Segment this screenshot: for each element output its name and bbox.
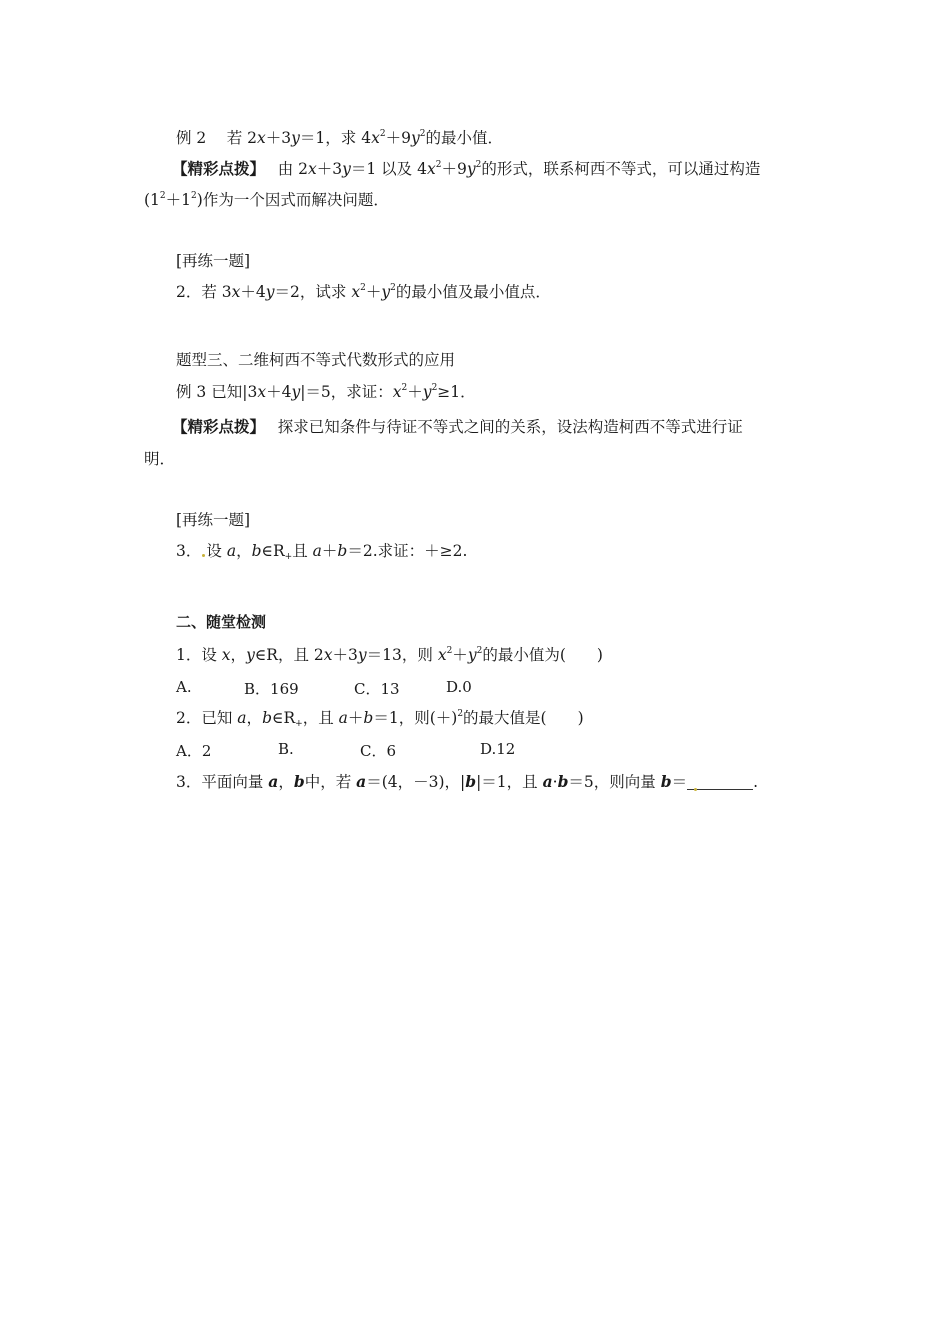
practice-question-2: 2．若 3x＋4y＝2，试求 $x^2+y^2$的最小值及最小值点． [176, 283, 551, 301]
q1-option-b[interactable]: B．169 [244, 680, 299, 698]
section-2-title: 二、随堂检测 [176, 613, 267, 631]
q2-option-a[interactable]: A．2 [176, 742, 212, 760]
quiz-question-1: 1．设 x，y∈R，且 2x＋3y＝13，则 $x^2+y^2$的最小值为( ) [176, 646, 603, 664]
answer-blank[interactable] [687, 775, 753, 790]
example-3: 例 3 已知|3x＋4y|＝5，求证：$x^2+y^2\ge 1$． [176, 383, 476, 401]
q1-option-a[interactable]: A. [176, 678, 192, 696]
hint-1-cont: $(1^2+1^2)$作为一个因式而解决问题． [144, 191, 389, 209]
q1-option-d[interactable]: D.0 [446, 678, 472, 696]
q2-option-b[interactable]: B. [278, 740, 294, 758]
mark-dot [694, 788, 697, 791]
practice-heading-2: [再练一题] [176, 511, 251, 529]
q2-option-d[interactable]: D.12 [480, 740, 516, 758]
q2-option-c[interactable]: C．6 [360, 742, 397, 760]
quiz-question-3: 3．平面向量 a，b中，若 a＝(4，－3)，|b|＝1，且 a·b＝5，则向量 b＝ . [176, 772, 759, 791]
quiz-question-2: 2．已知 a，$b\in R_+$，且 a＋b＝1，则$(+)^2$的最大值是( ) [176, 709, 584, 729]
hint-1: 【精彩点拨】 由 2x＋3y＝1 以及 $4x^2+9y^2$的形式，联系柯西不等式，可以通过构造 [172, 159, 761, 178]
example-2: 例 2 若 2x＋3y＝1，求 $4x^2+9y^2$的最小值． [176, 129, 503, 147]
mark-dot [202, 554, 205, 557]
hint-2: 【精彩点拨】 探求已知条件与待证不等式之间的关系，设法构造柯西不等式进行证 [172, 417, 743, 436]
q1-option-c[interactable]: C．13 [354, 680, 400, 698]
hint-2-cont: 明． [144, 450, 176, 468]
section-type-3-title: 题型三、二维柯西不等式代数形式的应用 [176, 351, 456, 369]
practice-heading-1: [再练一题] [176, 252, 251, 270]
practice-question-3: 3． 设 a，$b\in R_+$且 a＋b＝2.求证：＋≥2. [176, 542, 468, 562]
